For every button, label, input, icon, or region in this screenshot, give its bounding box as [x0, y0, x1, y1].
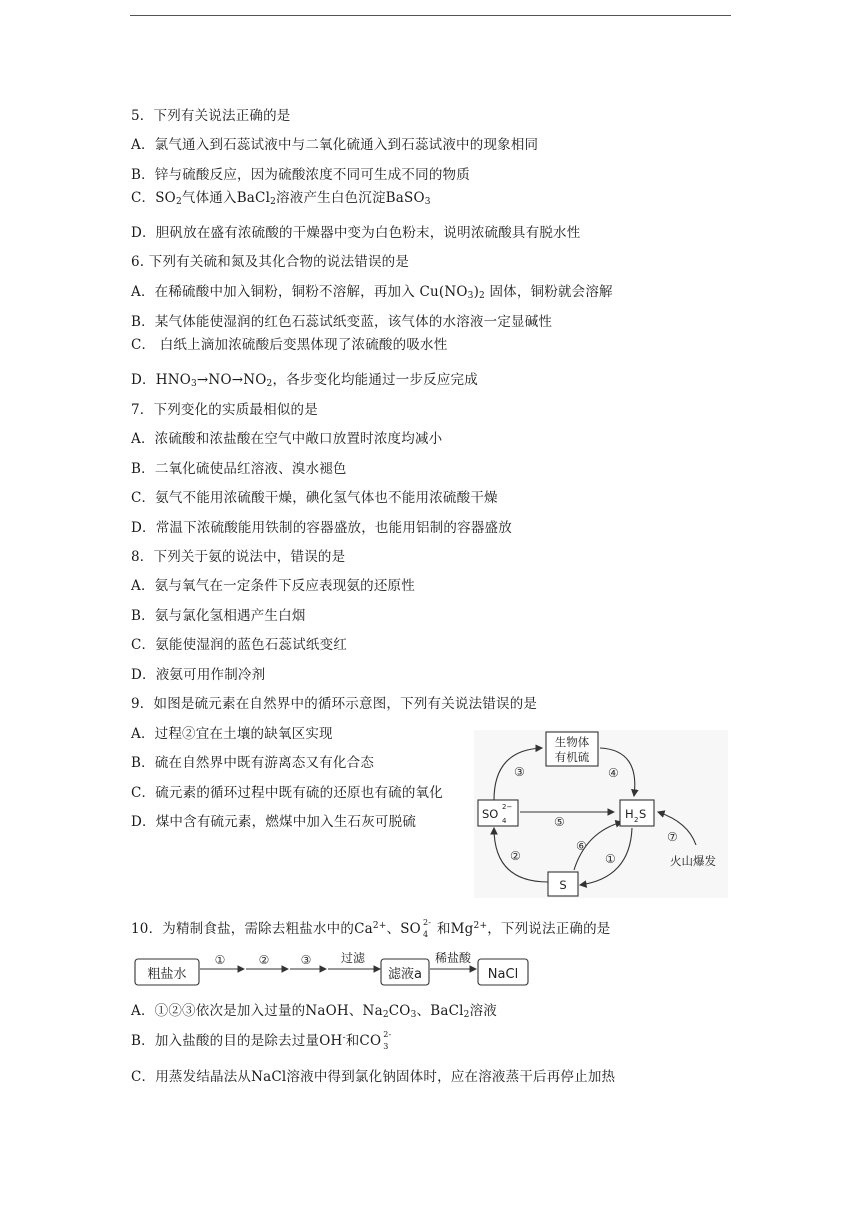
sulfur-cycle-diagram: [474, 730, 728, 898]
process-4-label: ④: [608, 766, 619, 780]
q7-stem: 7．下列变化的实质最相似的是: [131, 402, 318, 418]
flow-step-3: ③: [300, 953, 312, 967]
q10-option-b: B．加入盐酸的目的是除去过量OH-和CO 2- 3: [131, 1030, 392, 1051]
q5-option-d: D．胆矾放在盛有浓硫酸的干燥器中变为白色粉末，说明浓硫酸具有脱水性: [131, 225, 581, 241]
q10-stem: 10．为精制食盐，需除去粗盐水中的$Ca^{2+}$、SO 2- 4 和$Mg^{2+}$，下列说法正确的是: [131, 918, 611, 939]
h2s-s: S: [639, 807, 647, 821]
q7-option-a: A．浓硫酸和浓盐酸在空气中敞口放置时浓度均减小: [131, 431, 443, 447]
q6-option-d: D．$HNO_3\to NO\to NO_2$，各步变化均能通过一步反应完成: [131, 372, 478, 389]
q7-option-b: B．二氧化硫使品红溶液、溴水褪色: [131, 461, 347, 477]
q6-stem: 6. 下列有关硫和氮及其化合物的说法错误的是: [131, 254, 410, 270]
sulfate-charge: 2−: [502, 803, 513, 811]
q9-option-c: C．硫元素的循环过程中既有硫的还原也有硫的氧化: [131, 785, 443, 801]
organic-sulfur-line2: 有机硫: [554, 750, 590, 764]
q5-option-a: A．氯气通入到石蕊试液中与二氧化硫通入到石蕊试液中的现象相同: [131, 137, 539, 153]
q5-option-b: B．锌与硫酸反应，因为硫酸浓度不同可生成不同的物质: [131, 167, 470, 183]
process-2-label: ②: [510, 849, 521, 863]
q9-option-b: B．硫在自然界中既有游离态又有化合态: [131, 755, 375, 771]
q10-option-c: C．用蒸发结晶法从NaCl溶液中得到氯化钠固体时，应在溶液蒸干后再停止加热: [131, 1069, 616, 1085]
sulfate-label: SO: [482, 807, 499, 821]
organic-sulfur-line1: 生物体: [554, 735, 590, 749]
header-rule: [130, 15, 731, 16]
h2s-subscript: 2: [634, 816, 639, 824]
flow-filtrate-label: 滤液a: [388, 967, 422, 982]
process-1-label: ①: [605, 852, 616, 866]
q7-option-d: D．常温下浓硫酸能用铁制的容器盛放，也能用铝制的容器盛放: [131, 520, 512, 536]
sulfur-label: S: [559, 878, 567, 892]
q8-option-d: D．液氨可用作制冷剂: [131, 667, 266, 683]
h2s-h: H: [625, 807, 634, 821]
q9-option-a: A．过程②宜在土壤的缺氧区实现: [131, 726, 333, 742]
q9-option-d: D．煤中含有硫元素，燃煤中加入生石灰可脱硫: [131, 814, 417, 830]
process-6-label: ⑥: [576, 839, 587, 853]
flow-step-1: ①: [214, 953, 226, 967]
volcano-label: 火山爆发: [670, 854, 716, 868]
q6-option-c: C． 白纸上滴加浓硫酸后变黑体现了浓硫酸的吸水性: [131, 337, 448, 353]
q6-option-b: B．某气体能使湿润的红色石蕊试纸变蓝，该气体的水溶液一定显碱性: [131, 314, 553, 330]
q7-option-c: C．氨气不能用浓硫酸干燥，碘化氢气体也不能用浓硫酸干燥: [131, 490, 498, 506]
q8-stem: 8．下列关于氨的说法中，错误的是: [131, 549, 346, 565]
process-7-label: ⑦: [667, 830, 678, 844]
flow-start-label: 粗盐水: [147, 967, 187, 982]
q8-option-c: C．氨能使湿润的蓝色石蕊试纸变红: [131, 637, 348, 653]
flow-step-2: ②: [258, 953, 270, 967]
flow-end-label: NaCl: [487, 967, 519, 982]
q6-option-a: A．在稀硫酸中加入铜粉，铜粉不溶解，再加入 $Cu(NO_3)_2$ 固体，铜粉就会溶解: [131, 284, 613, 301]
q8-option-a: A．氨与氧气在一定条件下反应表现氨的还原性: [131, 578, 415, 594]
process-5-label: ⑤: [554, 815, 565, 829]
q9-stem: 9．如图是硫元素在自然界中的循环示意图，下列有关说法错误的是: [131, 696, 538, 712]
flow-filter-label: 过滤: [340, 951, 366, 965]
flow-acid-label: 稀盐酸: [434, 951, 472, 965]
q5-option-c: C．$SO_2$气体通入BaCl$_2$溶液产生白色沉淀BaSO$_3$: [131, 190, 431, 207]
q8-option-b: B．氨与氯化氢相遇产生白烟: [131, 608, 306, 624]
sulfate-subscript: 4: [502, 817, 507, 825]
q5-stem: 5．下列有关说法正确的是: [131, 108, 291, 124]
purification-flow-diagram: [134, 949, 530, 987]
process-3-label: ③: [514, 765, 525, 779]
q10-option-a: A．①②③依次是加入过量的NaOH、$Na_2CO_3$、BaCl$_2$溶液: [131, 1003, 497, 1020]
